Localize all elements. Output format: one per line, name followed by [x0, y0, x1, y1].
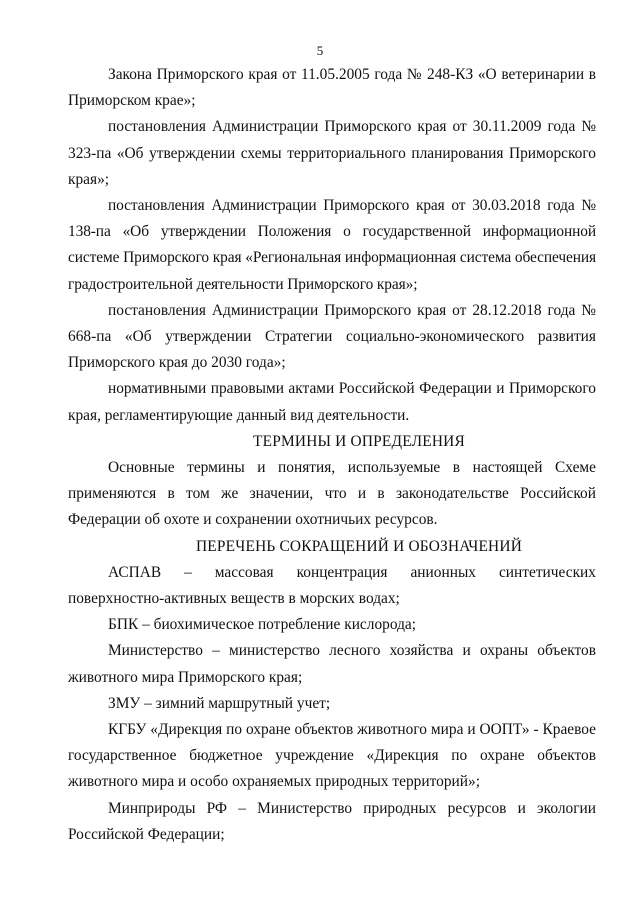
abbreviations-heading: ПЕРЕЧЕНЬ СОКРАЩЕНИЙ И ОБОЗНАЧЕНИЙ: [195, 537, 523, 555]
abbreviation-item: Министерство – министерство лесного хозяйства и охраны объектов животного мира Приморского края;: [68, 642, 596, 686]
abbreviation-item: БПК – биохимическое потребление кислорода;: [108, 616, 417, 634]
paragraph-resolution-138: постановления Администрации Приморского края от 30.03.2018 года № 138-па «Об утверждении Положения о государственной информационной системе Приморского края «Региональная информационная система обеспечения градостроительной деятельности Приморского края»;: [68, 197, 596, 293]
paragraph-law-veterinary: Закона Приморского края от 11.05.2005 года № 248-КЗ «О ветеринарии в Приморском крае»;: [68, 66, 596, 110]
abbreviation-item: АСПАВ – массовая концентрация анионных синтетических поверхностно-активных веществ в морских водах;: [68, 563, 596, 608]
abbreviation-item: Минприроды РФ – Министерство природных ресурсов и экологии Российской Федерации;: [68, 799, 596, 843]
document-body: [68, 62, 596, 848]
paragraph-resolution-668: постановления Администрации Приморского края от 28.12.2018 года № 668-па «Об утверждении Стратегии социально-экономического развития Приморского края до 2030 года»;: [68, 301, 596, 372]
abbreviation-item: КГБУ «Дирекция по охране объектов животного мира и ООПТ» - Краевое государственное бюджетное учреждение «Дирекция по охране объектов животного мира и особо охраняемых природных территорий»;: [68, 721, 596, 791]
abbreviation-item: ЗМУ – зимний маршрутный учет;: [108, 694, 331, 712]
paragraph-resolution-323: постановления Администрации Приморского края от 30.11.2009 года № 323-па «Об утверждении схемы территориального планирования Приморского края»;: [68, 118, 596, 188]
terms-heading: ТЕРМИНЫ И ОПРЕДЕЛЕНИЯ: [253, 432, 465, 450]
page-number: 5: [316, 43, 324, 58]
terms-paragraph: Основные термины и понятия, используемые в настоящей Схеме применяются в том же значении, что и в законодательстве Российской Федерации об охоте и сохранении охотничьих ресурсов.: [68, 459, 596, 529]
paragraph-normative-acts: нормативными правовыми актами Российской Федерации и Приморского края, регламентирующие данный вид деятельности.: [68, 380, 596, 424]
